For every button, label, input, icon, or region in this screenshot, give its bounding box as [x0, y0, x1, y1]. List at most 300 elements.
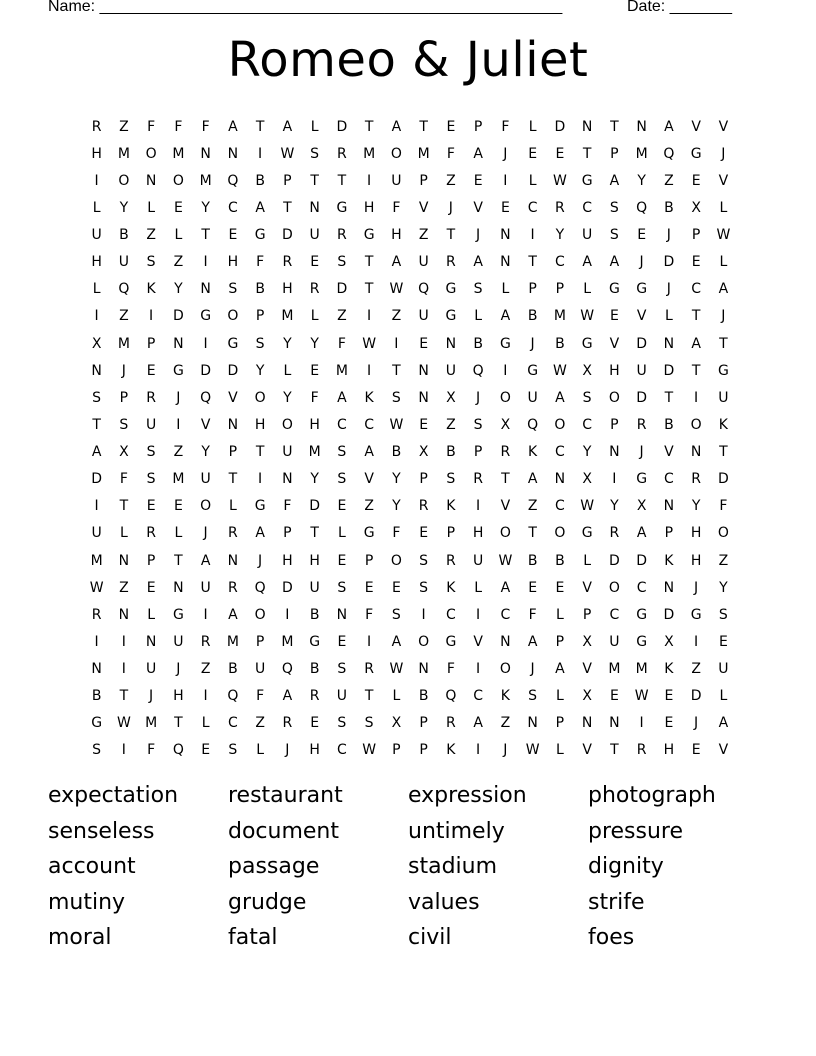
grid-letter: I: [94, 308, 99, 325]
grid-letter: F: [528, 606, 537, 623]
grid-letter: G: [172, 606, 184, 623]
grid-letter: Z: [146, 227, 156, 244]
grid-letter: X: [691, 199, 701, 216]
grid-letter: Q: [445, 688, 457, 705]
grid-letter: S: [582, 389, 592, 406]
grid-letter: S: [92, 742, 102, 759]
grid-letter: E: [609, 688, 619, 705]
grid-letter: I: [203, 606, 208, 623]
grid-letter: U: [636, 362, 647, 379]
grid-letter: O: [281, 416, 293, 433]
grid-letter: A: [555, 661, 565, 678]
grid-letter: V: [582, 742, 592, 759]
grid-letter: C: [473, 688, 484, 705]
grid-letter: J: [530, 335, 535, 352]
grid-letter: X: [500, 416, 511, 433]
grid-letter: R: [337, 227, 347, 244]
grid-letter: S: [337, 715, 347, 732]
grid-letter: N: [336, 606, 348, 623]
grid-letter: N: [309, 199, 320, 216]
grid-letter: P: [146, 552, 156, 569]
grid-letter: S: [228, 281, 238, 298]
grid-letter: G: [227, 335, 239, 352]
grid-letter: G: [608, 281, 620, 298]
grid-letter: G: [445, 308, 457, 325]
grid-letter: Z: [718, 552, 729, 569]
grid-letter: S: [473, 281, 483, 298]
grid-letter: O: [254, 389, 266, 406]
grid-letter: U: [336, 688, 347, 705]
grid-letter: U: [609, 633, 620, 650]
grid-letter: L: [664, 308, 673, 325]
grid-letter: T: [719, 444, 728, 461]
grid-letter: H: [663, 742, 675, 759]
grid-letter: E: [609, 308, 619, 325]
grid-letter: G: [717, 362, 729, 379]
grid-letter: F: [719, 498, 728, 515]
grid-letter: G: [172, 362, 184, 379]
grid-letter: N: [145, 633, 157, 650]
grid-letter: Y: [637, 172, 646, 189]
grid-letter: I: [203, 688, 208, 705]
grid-letter: J: [503, 742, 508, 759]
grid-letter: A: [527, 633, 538, 650]
grid-letter: Q: [172, 742, 184, 759]
grid-letter: H: [227, 254, 239, 271]
grid-letter: S: [337, 254, 347, 271]
grid-letter: R: [500, 444, 511, 461]
grid-letter: N: [418, 389, 429, 406]
grid-letter: R: [146, 389, 156, 406]
grid-letter: U: [282, 444, 293, 461]
grid-letter: J: [639, 254, 644, 271]
grid-letter: B: [555, 552, 565, 569]
grid-letter: I: [94, 172, 99, 189]
grid-letter: L: [555, 688, 564, 705]
grid-letter: O: [145, 145, 157, 162]
word-list-item: values: [408, 889, 480, 915]
grid-letter: A: [200, 552, 211, 569]
grid-letter: T: [255, 444, 265, 461]
grid-letter: G: [336, 199, 348, 216]
grid-letter: Z: [418, 227, 429, 244]
grid-letter: B: [664, 416, 674, 433]
grid-letter: H: [309, 742, 320, 759]
grid-letter: B: [309, 606, 320, 623]
grid-letter: R: [473, 471, 483, 488]
grid-letter: E: [228, 227, 238, 244]
grid-letter: B: [527, 552, 538, 569]
grid-letter: V: [200, 416, 211, 433]
grid-letter: J: [203, 525, 208, 542]
grid-letter: Q: [472, 362, 484, 379]
grid-letter: N: [500, 227, 511, 244]
grid-letter: T: [364, 281, 374, 298]
grid-letter: E: [664, 715, 674, 732]
grid-letter: W: [716, 227, 731, 244]
grid-letter: I: [367, 172, 372, 189]
grid-letter: V: [500, 498, 511, 515]
grid-letter: D: [663, 606, 675, 623]
grid-letter: B: [255, 281, 265, 298]
grid-letter: I: [476, 606, 481, 623]
grid-letter: P: [228, 444, 238, 461]
grid-letter: S: [364, 715, 374, 732]
grid-letter: U: [418, 308, 429, 325]
word-list-item: senseless: [48, 818, 155, 844]
grid-letter: E: [691, 254, 701, 271]
grid-letter: W: [280, 145, 295, 162]
grid-letter: T: [255, 118, 265, 135]
grid-letter: I: [694, 633, 699, 650]
grid-letter: S: [146, 254, 156, 271]
grid-letter: G: [581, 525, 593, 542]
grid-letter: I: [394, 335, 399, 352]
grid-letter: O: [499, 661, 511, 678]
grid-letter: W: [389, 661, 404, 678]
grid-letter: A: [473, 715, 483, 732]
grid-letter: W: [580, 498, 595, 515]
grid-letter: N: [527, 715, 538, 732]
grid-letter: U: [91, 525, 102, 542]
grid-letter: N: [91, 362, 102, 379]
grid-letter: B: [527, 308, 538, 325]
grid-letter: Z: [200, 661, 211, 678]
grid-letter: Q: [118, 281, 130, 298]
grid-letter: T: [337, 172, 347, 189]
grid-letter: R: [609, 525, 620, 542]
grid-letter: H: [690, 525, 702, 542]
grid-letter: J: [448, 199, 453, 216]
grid-letter: O: [254, 606, 266, 623]
grid-letter: I: [176, 416, 181, 433]
grid-letter: I: [367, 362, 372, 379]
grid-letter: C: [336, 742, 347, 759]
grid-letter: N: [609, 444, 620, 461]
grid-letter: N: [91, 661, 102, 678]
grid-letter: M: [608, 661, 621, 678]
grid-letter: A: [473, 145, 483, 162]
grid-letter: N: [581, 715, 593, 732]
grid-letter: I: [203, 254, 208, 271]
grid-letter: S: [419, 552, 429, 569]
grid-letter: L: [310, 308, 319, 325]
grid-letter: R: [636, 742, 647, 759]
grid-letter: O: [227, 308, 239, 325]
grid-letter: E: [337, 633, 347, 650]
grid-letter: M: [281, 633, 294, 650]
grid-letter: S: [337, 579, 347, 596]
grid-letter: Q: [227, 172, 239, 189]
page-title: Romeo & Juliet: [227, 32, 589, 88]
grid-letter: G: [200, 308, 212, 325]
grid-letter: S: [528, 688, 538, 705]
grid-letter: W: [525, 742, 540, 759]
grid-letter: Y: [255, 362, 265, 379]
letter-grid: [83, 113, 737, 764]
grid-letter: L: [147, 606, 156, 623]
grid-letter: U: [391, 172, 402, 189]
grid-letter: J: [530, 661, 535, 678]
grid-letter: Y: [691, 498, 701, 515]
grid-letter: L: [283, 362, 292, 379]
grid-letter: U: [200, 471, 211, 488]
grid-letter: M: [308, 444, 321, 461]
grid-letter: S: [446, 471, 456, 488]
grid-letter: O: [554, 525, 566, 542]
grid-letter: Q: [227, 688, 239, 705]
grid-letter: F: [392, 199, 401, 216]
grid-letter: R: [309, 281, 320, 298]
grid-letter: E: [555, 145, 565, 162]
grid-letter: N: [173, 579, 184, 596]
grid-letter: N: [282, 471, 293, 488]
grid-letter: P: [364, 552, 374, 569]
grid-letter: F: [256, 688, 265, 705]
grid-letter: H: [91, 254, 102, 271]
grid-letter: D: [336, 281, 348, 298]
grid-letter: W: [116, 715, 131, 732]
grid-letter: G: [581, 172, 593, 189]
grid-letter: W: [498, 552, 513, 569]
grid-letter: D: [336, 118, 348, 135]
grid-letter: U: [200, 579, 211, 596]
grid-letter: U: [146, 661, 157, 678]
grid-letter: H: [609, 362, 620, 379]
grid-letter: P: [419, 471, 428, 488]
grid-letter: E: [473, 172, 483, 189]
grid-letter: P: [610, 145, 619, 162]
grid-letter: D: [663, 362, 675, 379]
grid-letter: C: [636, 579, 647, 596]
grid-letter: M: [335, 362, 348, 379]
grid-letter: I: [476, 498, 481, 515]
grid-letter: I: [94, 633, 99, 650]
grid-letter: Y: [201, 444, 210, 461]
grid-letter: N: [227, 552, 239, 569]
grid-letter: L: [474, 308, 483, 325]
grid-letter: D: [172, 308, 184, 325]
grid-letter: X: [582, 633, 592, 650]
grid-letter: D: [281, 227, 293, 244]
grid-letter: J: [121, 362, 126, 379]
grid-letter: Z: [500, 715, 511, 732]
grid-letter: R: [418, 498, 429, 515]
grid-letter: A: [255, 525, 265, 542]
grid-letter: T: [364, 118, 374, 135]
grid-letter: X: [119, 444, 129, 461]
grid-letter: T: [419, 118, 428, 135]
grid-letter: I: [149, 308, 154, 325]
grid-letter: Y: [719, 579, 728, 596]
grid-letter: F: [147, 118, 156, 135]
grid-letter: I: [421, 606, 426, 623]
grid-letter: L: [174, 525, 183, 542]
grid-letter: T: [310, 172, 319, 189]
grid-letter: T: [201, 227, 210, 244]
grid-letter: K: [446, 579, 456, 596]
word-list-item: restaurant: [228, 783, 343, 808]
grid-letter: P: [610, 416, 619, 433]
date-field-label: Date: _______: [627, 0, 732, 15]
grid-letter: J: [639, 444, 644, 461]
grid-letter: L: [174, 227, 183, 244]
grid-letter: F: [119, 471, 128, 488]
grid-letter: W: [634, 688, 649, 705]
grid-letter: C: [227, 715, 238, 732]
grid-letter: G: [363, 525, 375, 542]
word-list-item: grudge: [228, 889, 307, 915]
grid-letter: M: [281, 308, 294, 325]
grid-letter: V: [691, 118, 701, 135]
grid-letter: X: [391, 715, 402, 732]
grid-letter: N: [227, 416, 239, 433]
grid-letter: M: [172, 471, 185, 488]
grid-letter: F: [446, 145, 455, 162]
grid-letter: P: [555, 281, 565, 298]
grid-letter: F: [174, 118, 183, 135]
grid-letter: R: [91, 606, 102, 623]
grid-letter: S: [228, 742, 238, 759]
grid-letter: X: [418, 444, 429, 461]
grid-letter: T: [174, 715, 183, 732]
grid-letter: T: [119, 498, 129, 515]
grid-letter: A: [582, 254, 592, 271]
grid-letter: E: [528, 145, 538, 162]
grid-letter: L: [555, 606, 564, 623]
grid-letter: Z: [173, 254, 184, 271]
grid-letter: I: [94, 498, 99, 515]
grid-letter: A: [473, 254, 483, 271]
grid-letter: T: [310, 525, 319, 542]
grid-letter: E: [419, 416, 429, 433]
grid-letter: V: [582, 661, 592, 678]
grid-letter: M: [417, 145, 430, 162]
grid-letter: U: [582, 227, 593, 244]
grid-letter: A: [500, 308, 511, 325]
grid-letter: N: [418, 661, 429, 678]
grid-letter: F: [147, 742, 156, 759]
grid-letter: J: [258, 552, 263, 569]
grid-letter: S: [337, 661, 347, 678]
grid-letter: Z: [119, 579, 129, 596]
grid-letter: A: [282, 688, 293, 705]
grid-letter: O: [172, 172, 184, 189]
grid-letter: F: [501, 118, 510, 135]
grid-letter: D: [91, 471, 103, 488]
word-list-item: account: [48, 854, 136, 879]
grid-letter: S: [391, 606, 401, 623]
grid-letter: W: [580, 308, 595, 325]
grid-letter: E: [691, 172, 701, 189]
grid-letter: L: [119, 525, 128, 542]
grid-letter: B: [418, 688, 429, 705]
grid-letter: P: [473, 444, 483, 461]
grid-letter: C: [445, 606, 456, 623]
grid-letter: H: [282, 281, 293, 298]
grid-letter: A: [555, 389, 565, 406]
grid-letter: P: [691, 227, 701, 244]
grid-letter: I: [530, 227, 535, 244]
grid-letter: X: [446, 389, 456, 406]
grid-letter: A: [282, 118, 293, 135]
grid-letter: M: [226, 633, 239, 650]
word-list-item: pressure: [588, 818, 684, 844]
grid-letter: A: [718, 281, 729, 298]
word-list-item: photograph: [588, 783, 716, 808]
grid-letter: R: [200, 633, 211, 650]
grid-letter: T: [691, 362, 701, 379]
grid-letter: A: [228, 606, 238, 623]
grid-letter: Y: [582, 444, 592, 461]
grid-letter: Y: [201, 199, 210, 216]
grid-letter: I: [121, 633, 126, 650]
grid-letter: C: [500, 606, 511, 623]
grid-letter: L: [583, 552, 592, 569]
grid-letter: W: [362, 335, 377, 352]
grid-letter: V: [609, 335, 620, 352]
grid-letter: P: [283, 525, 292, 542]
grid-letter: M: [199, 172, 212, 189]
grid-letter: O: [608, 389, 620, 406]
grid-letter: P: [528, 281, 537, 298]
grid-letter: O: [717, 525, 729, 542]
grid-letter: R: [337, 145, 347, 162]
grid-letter: U: [91, 227, 102, 244]
grid-letter: V: [718, 742, 729, 759]
grid-letter: A: [228, 118, 238, 135]
grid-letter: L: [92, 199, 101, 216]
grid-letter: H: [309, 552, 320, 569]
grid-letter: U: [173, 633, 184, 650]
grid-letter: H: [391, 227, 402, 244]
grid-letter: V: [664, 444, 674, 461]
grid-letter: D: [663, 254, 675, 271]
grid-letter: Z: [527, 498, 538, 515]
grid-letter: T: [283, 199, 292, 216]
grid-letter: G: [581, 335, 593, 352]
word-list-item: mutiny: [48, 889, 126, 915]
grid-letter: U: [473, 552, 484, 569]
grid-letter: J: [666, 227, 671, 244]
grid-letter: P: [555, 633, 565, 650]
grid-letter: I: [367, 308, 372, 325]
grid-letter: T: [610, 118, 619, 135]
grid-letter: X: [91, 335, 102, 352]
word-list-item: untimely: [408, 818, 505, 844]
grid-letter: L: [228, 498, 237, 515]
grid-letter: E: [173, 498, 183, 515]
grid-letter: V: [228, 389, 238, 406]
grid-letter: P: [664, 525, 674, 542]
grid-letter: X: [636, 498, 647, 515]
grid-letter: T: [119, 688, 129, 705]
grid-letter: A: [391, 254, 402, 271]
grid-letter: L: [719, 254, 728, 271]
grid-letter: T: [664, 389, 674, 406]
grid-letter: U: [418, 254, 429, 271]
grid-letter: U: [309, 227, 320, 244]
grid-letter: R: [228, 525, 238, 542]
grid-letter: A: [691, 335, 701, 352]
grid-letter: W: [389, 281, 404, 298]
grid-letter: X: [582, 688, 592, 705]
grid-letter: L: [719, 199, 728, 216]
grid-letter: Y: [310, 335, 319, 352]
grid-letter: F: [337, 335, 346, 352]
grid-letter: A: [91, 444, 102, 461]
grid-letter: E: [146, 362, 156, 379]
